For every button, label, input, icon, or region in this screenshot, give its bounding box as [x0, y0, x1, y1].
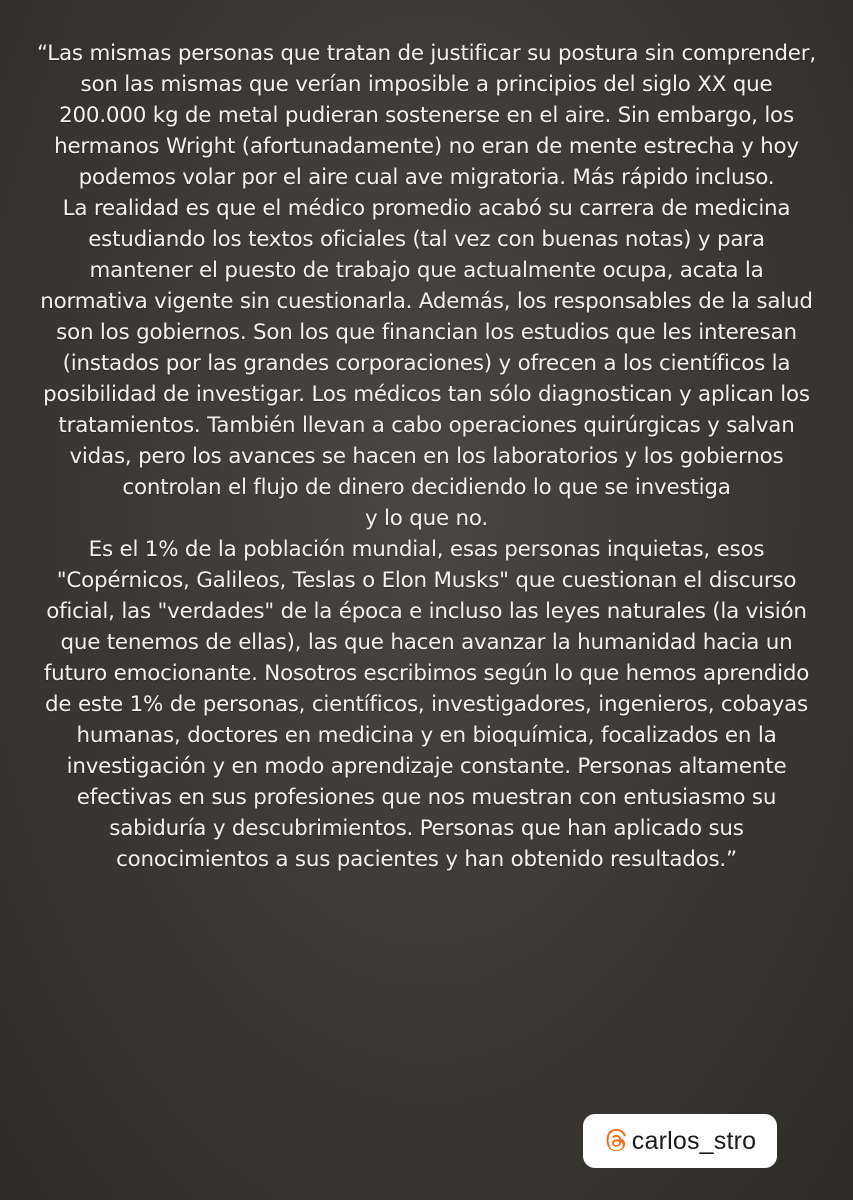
- threads-icon: [604, 1126, 630, 1156]
- quote-paragraph-1: “Las mismas personas que tratan de justificar su postura sin comprender, son las mismas que verían imposible a principios del siglo XX que 200.000 kg de metal pudieran sostenerse en el aire. Sin embargo, los hermanos Wright (afortunadamente) no eran de mente estrecha y hoy podemos volar por el aire cual ave migratoria. Más rápido incluso.: [37, 41, 816, 190]
- quote-text: [36, 38, 817, 875]
- quote-paragraph-4: Es el 1% de la población mundial, esas personas inquietas, esos "Copérnicos, Galileos, Teslas o Elon Musks" que cuestionan el discurso oficial, las "verdades" de la época e incluso las leyes naturales (la visión que tenemos de ellas), las que hacen avanzar la humanidad hacia un futuro emocionante. Nosotros escribimos según lo que hemos aprendido de este 1% de personas, científicos, investigadores, ingenieros, cobayas humanas, doctores en medicina y en bioquímica, focalizados en la investigación y en modo aprendizaje constante. Personas altamente efectivas en sus profesiones que nos muestran con entusiasmo su sabiduría y descubrimientos. Personas que han aplicado sus conocimientos a sus pacientes y han obtenido resultados.”: [43, 537, 810, 872]
- quote-paragraph-3: y lo que no.: [364, 506, 489, 531]
- quote-paragraph-2: La realidad es que el médico promedio acabó su carrera de medicina estudiando los textos oficiales (tal vez con buenas notas) y para mantener el puesto de trabajo que actualmente ocupa, acata la normativa vigente sin cuestionarla. Además, los responsables de la salud son los gobiernos. Son los que financian los estudios que les interesan (instados por las grandes corporaciones) y ofrecen a los científicos la posibilidad de investigar. Los médicos tan sólo diagnostican y aplican los tratamientos. También llevan a cabo operaciones quirúrgicas y salvan vidas, pero los avances se hacen en los laboratorios y los gobiernos controlan el flujo de dinero decidiendo lo que se investiga: [40, 196, 813, 500]
- threads-handle-text: carlos_stro: [631, 1126, 757, 1155]
- threads-handle-badge[interactable]: [583, 1114, 777, 1168]
